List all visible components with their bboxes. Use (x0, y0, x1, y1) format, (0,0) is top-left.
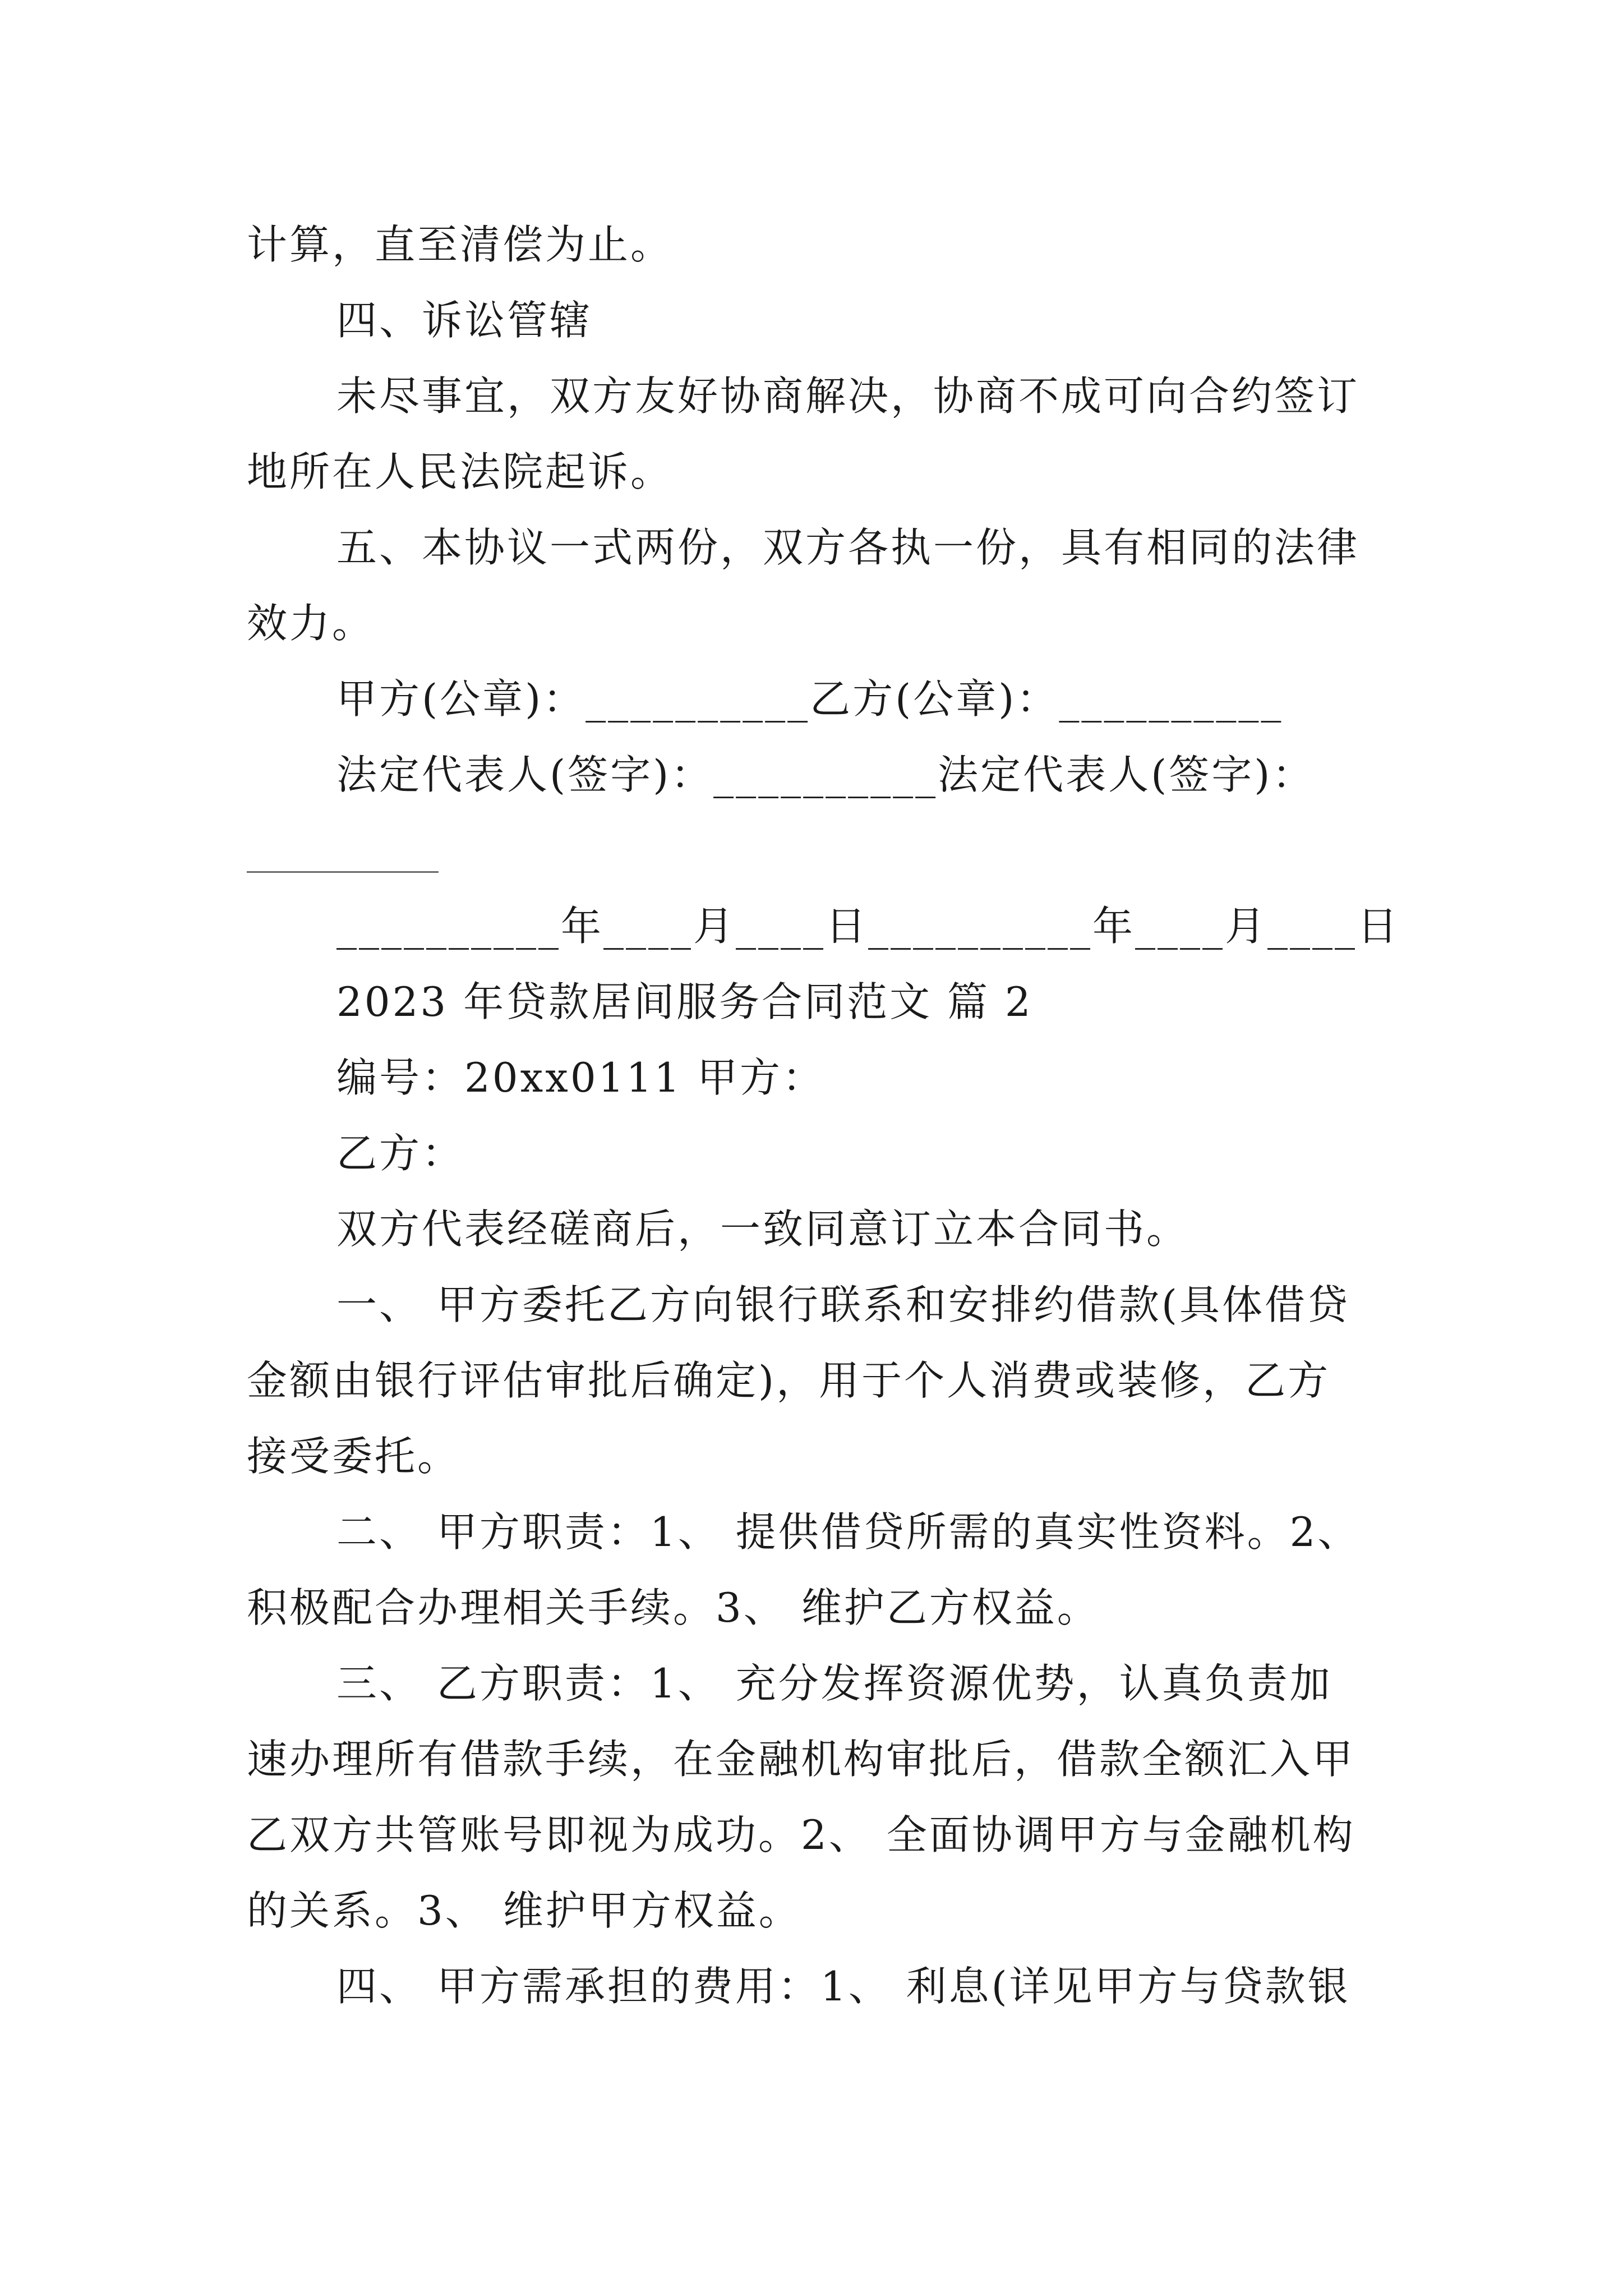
paragraph-line: 地所在人民法院起诉。 (247, 448, 674, 495)
section-heading: 四、诉讼管辖 (336, 297, 593, 344)
paragraph-line: 积极配合办理相关手续。3、 维护乙方权益。 (247, 1584, 1100, 1631)
paragraph-line: 未尽事宜，双方友好协商解决，协商不成可向合约签订 (336, 372, 1360, 420)
paragraph-line: 计算，直至清偿为止。 (247, 221, 674, 268)
signature-blank (247, 871, 439, 873)
section-title: 2023 年贷款居间服务合同范文 篇 2 (336, 978, 1033, 1025)
signature-line-representative: 法定代表人(签字)：__________法定代表人(签字)： (336, 751, 1315, 798)
paragraph-line: 四、 甲方需承担的费用：1、 利息(详见甲方与贷款银 (336, 1963, 1350, 2010)
paragraph-line: 二、 甲方职责：1、 提供借贷所需的真实性资料。2、 (336, 1508, 1361, 1556)
paragraph-line: 乙双方共管账号即视为成功。2、 全面协调甲方与金融机构 (247, 1811, 1355, 1858)
paragraph-line: 速办理所有借款手续，在金融机构审批后，借款全额汇入甲 (247, 1736, 1355, 1783)
date-line: __________年____月____日__________年____月____日 (336, 903, 1400, 950)
paragraph-line: 金额由银行评估审批后确定)，用于个人消费或装修，乙方 (247, 1357, 1331, 1404)
party-b-line: 乙方： (336, 1130, 465, 1177)
paragraph-line: 双方代表经磋商后，一致同意订立本合同书。 (336, 1205, 1189, 1253)
paragraph-line: 五、本协议一式两份，双方各执一份，具有相同的法律 (336, 524, 1360, 571)
paragraph-line: 一、 甲方委托乙方向银行联系和安排约借款(具体借贷 (336, 1281, 1350, 1328)
contract-number-line: 编号：20xx0111 甲方： (336, 1054, 825, 1101)
paragraph-line: 效力。 (247, 600, 375, 647)
paragraph-line: 三、 乙方职责：1、 充分发挥资源优势，认真负责加 (336, 1660, 1332, 1707)
signature-line-seal: 甲方(公章)：__________乙方(公章)：__________ (336, 675, 1284, 723)
paragraph-line: 的关系。3、 维护甲方权益。 (247, 1887, 801, 1934)
paragraph-line: 接受委托。 (247, 1433, 460, 1480)
